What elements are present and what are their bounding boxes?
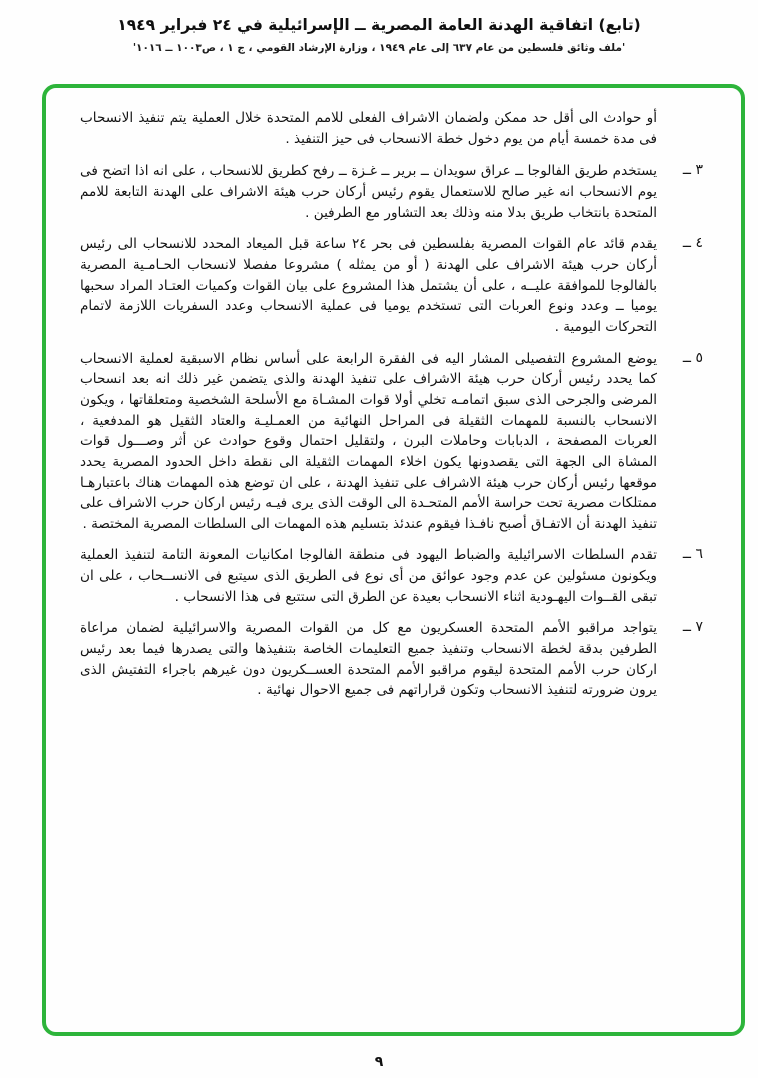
list-item [80, 545, 703, 607]
item-text: يوضع المشروع التفصيلى المشار اليه فى الفقرة الرابعة على أساس نظام الاسبقية لعملية الانسحاب كما يحدد رئيس أركان حرب هيئة الاشراف على تنفيذ الهدنة والذى يتضمن غير ذلك انه بعد انسحاب المرضى والجرحى الذى سبق اتمامـه تخلي أولا قوات المشـاة مع الأسلحة الشخصية ومتعلقاتها ، ويكون الانسحاب بالنسبة للمهمات الثقيلة فى المراحل النهائية من العمـليـة والعتاد الثقيل هو المدفعية ، العربات المصفحة ، الدبابات وحاملات البرن ، ولتقليل احتمال وقوع حوادث عن أثر وصـــول قوات المشاة الى الجهة التى يقصدونها يكون اخلاء المهمات الثقيلة الى نقطة داخل الحدود المصرية يحدد موقعها رئيس أركان حرب هيئة الاشراف على تنفيذ الهدنة ، على ان توضع هذه المهمات هناك باعتبارهـا ممتلكات مصرية تحت حراسة الأمم المتحـدة الى الوقت الذى يرى فيـه رئيس اركان حرب الاشراف على تنفيذ الهدنة أن الاتفـاق أصبح نافـذا فيقوم عندئذ بتسليم هذه المهمات الى السلطات المصرية المختصة . [80, 350, 657, 532]
list-item [80, 234, 703, 337]
content-border-frame [42, 84, 745, 1036]
list-item [80, 161, 703, 223]
item-text: تقدم السلطات الاسرائيلية والضباط اليهود فى منطقة الفالوجا امكانيات المعونة التامة لتنفيذ العملية ويكونون مسئولين عن عدم وجود عوائق من أى نوع فى الطريق الذى سيتبع فى الانســحاب ، على ان تبقى القــوات اليهـودية اثناء الانسحاب بعيدة عن الطرق التى ستتبع فى هذا الانسحاب . [80, 547, 657, 605]
page-number: ٩ [374, 1054, 384, 1070]
document-header [0, 0, 758, 54]
item-number: ٥ ــ [682, 349, 703, 366]
item-number: ٣ ــ [682, 162, 703, 179]
item-text: يتواجد مراقبو الأمم المتحدة العسكريون مع كل من القوات المصرية والاسرائيلية لضمان مراعاة الطرفين بدقة لخطة الانسحاب وتنفيذ جميع التعليمات الخاصة بتنفيذها والتى يصدرها فيما بعد رئيس اركان حرب الأمم المتحدة ليقوم مراقبو الأمم المتحدة العســكريون دون غيرهم باجراء التفتيش الذى يرون ضرورته لتنفيذ الانسحاب وتكون قراراتهم فى جميع الاحوال نهائية . [80, 620, 657, 699]
source-citation: 'ملف وثائق فلسطين من عام ٦٣٧ إلى عام ١٩٤٩ ، وزارة الإرشاد القومي ، ج ١ ، ص١٠٠٣ ــ ١٠١٦' [132, 42, 626, 54]
list-item [80, 618, 703, 701]
continuation-paragraph: أو حوادث الى أقل حد ممكن ولضمان الاشراف الفعلى للامم المتحدة خلال العملية يتم تنفيذ الانسحاب فى مدة خمسة أيام من يوم دخول خطة الانسحاب فى حيز التنفيذ . [80, 110, 657, 147]
list-item [80, 349, 703, 535]
item-text: يقدم قائد عام القوات المصرية بفلسطين فى بحر ٢٤ ساعة قبل الميعاد المحدد للانسحاب الى رئيس أركان حرب هيئة الاشراف على الهدنة ( أو من يمثله ) مشروعا مفصلا لانسحاب الحـامـية المصرية بالفالوجا للموافقة عليــه ، على أن يشتمل هذا المشروع على بيان القوات وكميات العتـاد المراد سحبها يوميا ــ وعدد ونوع العربات التى تستخدم يوميا فى عملية الانسحاب وعدد السفريات اللازمة لاتمام التحركات اليومية . [80, 236, 657, 335]
item-text: يستخدم طريق الفالوجا ــ عراق سويدان ــ برير ــ غـزة ــ رفح كطريق للانسحاب ، على انه اذا اتضح فى يوم الانسحاب انه غير صالح للاستعمال يقوم رئيس أركان حرب هيئة الاشراف على الهدنة التابعة للامم المتحدة بانتخاب طريق بدلا منه وذلك بعد التشاور مع الطرفين . [80, 163, 657, 221]
item-number: ٦ ــ [682, 546, 703, 563]
page-title: (تابع) اتفاقية الهدنة العامة المصرية ــ الإسرائيلية في ٢٤ فبراير ١٩٤٩ [117, 16, 641, 34]
item-number: ٤ ــ [682, 235, 703, 252]
item-number: ٧ ــ [682, 619, 703, 636]
